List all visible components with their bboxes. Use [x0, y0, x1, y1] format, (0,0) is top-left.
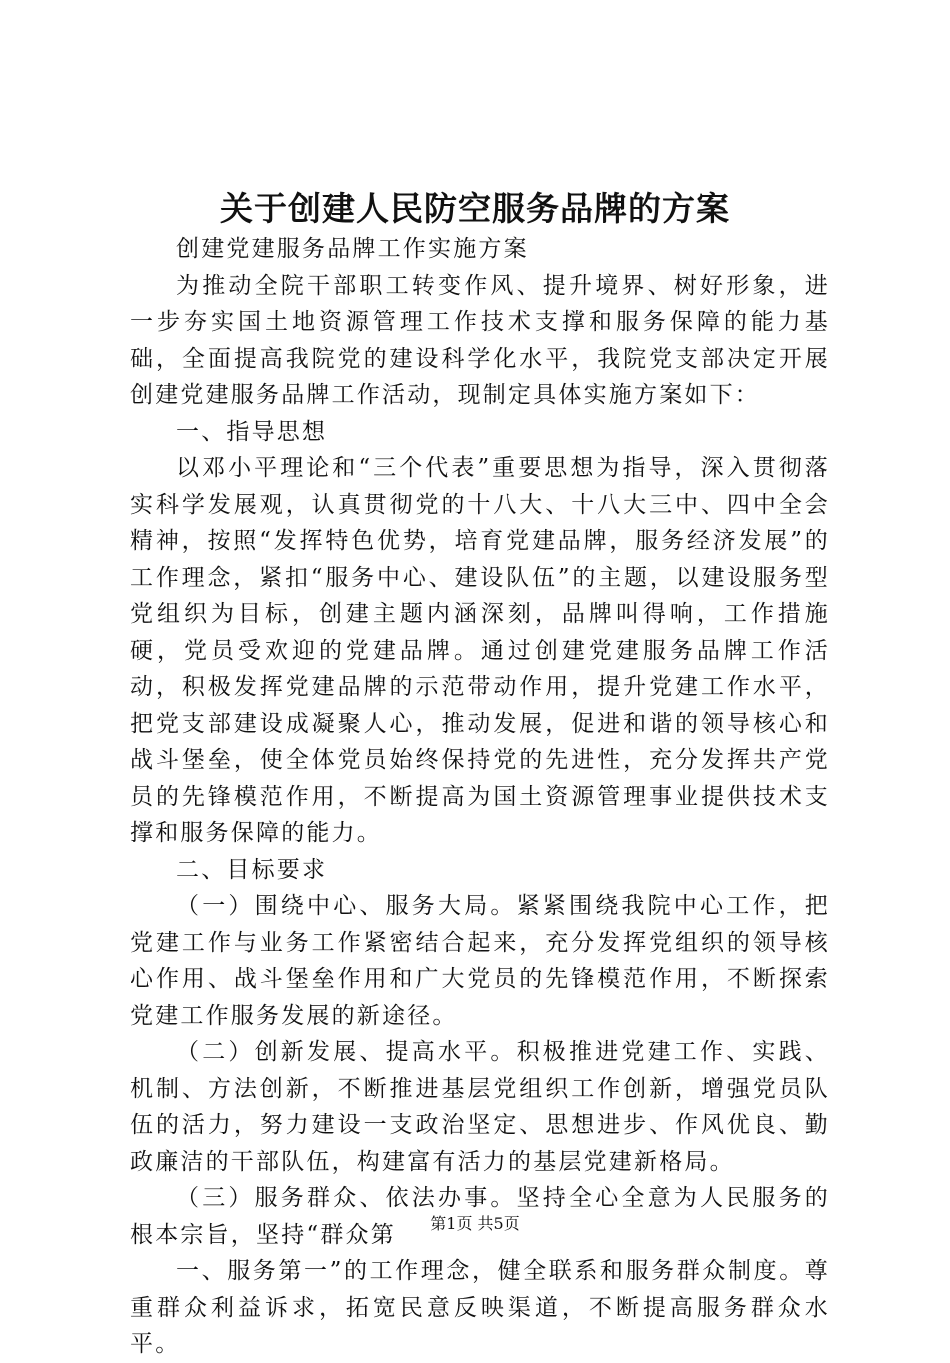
section-heading-guiding-ideology: 一、指导思想 [176, 418, 328, 445]
document-title: 关于创建人民防空服务品牌的方案 [220, 189, 730, 228]
objective-item-1: （一）围绕中心、服务大局。紧紧围绕我院中心工作，把党建工作与业务工作紧密结合起来，充分发挥党组织的领导核心作用、战斗堡垒作用和广大党员的先锋模范作用，不断探索党建工作服务发展的新途径。 [130, 893, 830, 1029]
guiding-ideology-paragraph: 以邓小平理论和“三个代表”重要思想为指导，深入贯彻落实科学发展观，认真贯彻党的十八大、十八大三中、四中全会精神，按照“发挥特色优势，培育党建品牌，服务经济发展”的工作理念，紧扣“服务中心、建设队伍”的主题，以建设服务型党组织为目标，创建主题内涵深刻，品牌叫得响，工作措施硬，党员受欢迎的党建品牌。通过创建党建服务品牌工作活动，积极发挥党建品牌的示范带动作用，提升党建工作水平，把党支部建设成凝聚人心，推动发展，促进和谐的领导核心和战斗堡垒，使全体党员始终保持党的先进性，充分发挥共产党员的先锋模范作用，不断提高为国土资源管理事业提供技术支撑和服务保障的能力。 [130, 455, 830, 846]
document-body [130, 231, 830, 1363]
objective-item-3-continued: 一、服务第一”的工作理念，健全联系和服务群众制度。尊重群众利益诉求，拓宽民意反映渠道，不断提高服务群众水平。 [130, 1258, 830, 1357]
objective-item-2: （二）创新发展、提高水平。积极推进党建工作、实践、机制、方法创新，不断推进基层党组织工作创新，增强党员队伍的活力，努力建设一支政治坚定、思想进步、作风优良、勤政廉洁的干部队伍，构建富有活力的基层党建新格局。 [130, 1039, 830, 1175]
objective-item-3: （三）服务群众、依法办事。坚持全心全意为人民服务的根本宗旨，坚持“群众第 [130, 1185, 830, 1248]
intro-paragraph: 为推动全院干部职工转变作风、提升境界、树好形象，进一步夯实国土地资源管理工作技术支撑和服务保障的能力基础，全面提高我院党的建设科学化水平，我院党支部决定开展创建党建服务品牌工作活动，现制定具体实施方案如下： [130, 272, 830, 408]
section-heading-objectives: 二、目标要求 [176, 856, 328, 883]
document-subtitle: 创建党建服务品牌工作实施方案 [176, 236, 529, 262]
page-number-footer: 第1页 共5页 [430, 1214, 520, 1233]
